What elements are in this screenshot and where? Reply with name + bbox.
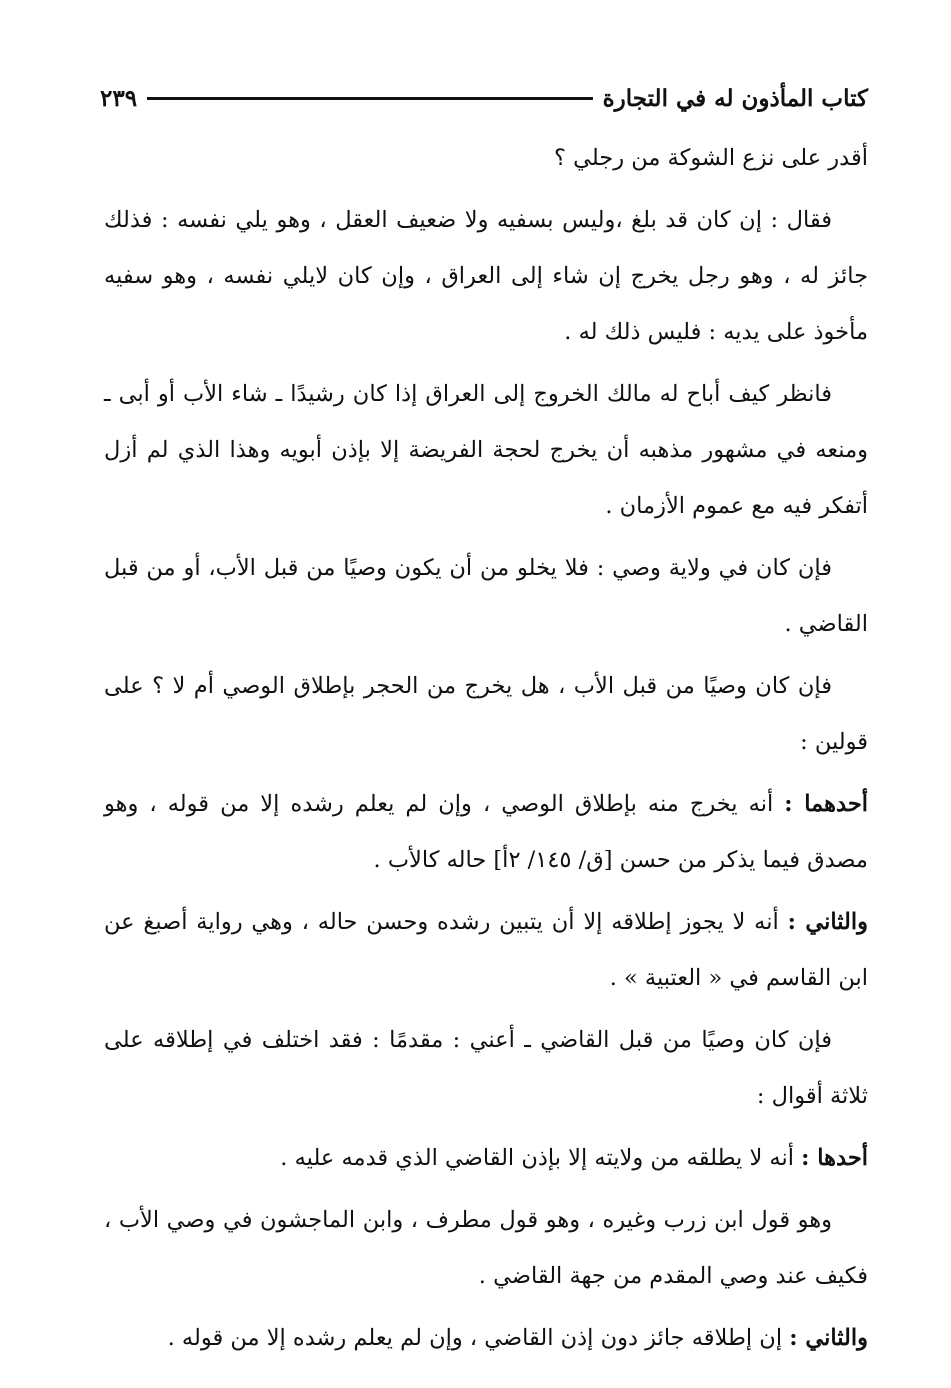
paragraph-lead: أحدها : <box>801 1145 868 1171</box>
page-number: ٢٣٩ <box>100 84 138 112</box>
paragraph-9: أحدها : أنه لا يطلقه من ولايته إلا بإذن القاضي الذي قدمه عليه . <box>280 1145 868 1171</box>
header-rule <box>147 97 593 100</box>
paragraph-1: أقدر على نزع الشوكة من رجلي ؟ <box>553 145 868 171</box>
paragraph-7: والثاني : أنه لا يجوز إطلاقه إلا أن يتبين رشده وحسن حاله ، وهي رواية أصبغ عن ابن القاسم في « العتبية » . <box>104 909 868 991</box>
paragraph-lead: والثاني : <box>789 1325 868 1351</box>
paragraph-lead: والثاني : <box>787 909 868 935</box>
paragraph-lead: أحدهما : <box>784 791 869 817</box>
book-title: كتاب المأذون له في التجارة <box>602 84 868 112</box>
paragraph-8: فإن كان وصيًا من قبل القاضي ـ أعني : مقدمًا : فقد اختلف في إطلاقه على ثلاثة أقوال : <box>104 1027 868 1109</box>
paragraph-10: وهو قول ابن زرب وغيره ، وهو قول مطرف ، وابن الماجشون في وصي الأب ، فكيف عند وصي المقدم من جهة القاضي . <box>104 1207 868 1289</box>
paragraph-2: فقال : إن كان قد بلغ ،وليس بسفيه ولا ضعيف العقل ، وهو يلي نفسه : فذلك جائز له ، وهو رجل يخرج إن شاء إلى العراق ، وإن كان لايلي نفسه ، وهو سفيه مأخوذ على يديه : فليس ذلك له . <box>104 207 868 345</box>
page-header <box>100 78 868 118</box>
paragraph-5: فإن كان وصيًا من قبل الأب ، هل يخرج من الحجر بإطلاق الوصي أم لا ؟ على قولين : <box>104 673 868 755</box>
body-text <box>104 130 868 1372</box>
paragraph-3: فانظر كيف أباح له مالك الخروج إلى العراق إذا كان رشيدًا ـ شاء الأب أو أبى ـ ومنعه في مشهور مذهبه أن يخرج لحجة الفريضة إلا بإذن أبويه وهذا الذي لم أزل أتفكر فيه مع عموم الأزمان . <box>104 381 868 519</box>
paragraph-11: والثاني : إن إطلاقه جائز دون إذن القاضي ، وإن لم يعلم رشده إلا من قوله . <box>167 1325 868 1351</box>
paragraph-6: أحدهما : أنه يخرج منه بإطلاق الوصي ، وإن لم يعلم رشده إلا من قوله ، وهو مصدق فيما يذكر من حسن [ق/ ١٤٥/ ٢أ] حاله كالأب . <box>104 791 869 873</box>
paragraph-4: فإن كان في ولاية وصي : فلا يخلو من أن يكون وصيًا من قبل الأب، أو من قبل القاضي . <box>104 555 868 637</box>
